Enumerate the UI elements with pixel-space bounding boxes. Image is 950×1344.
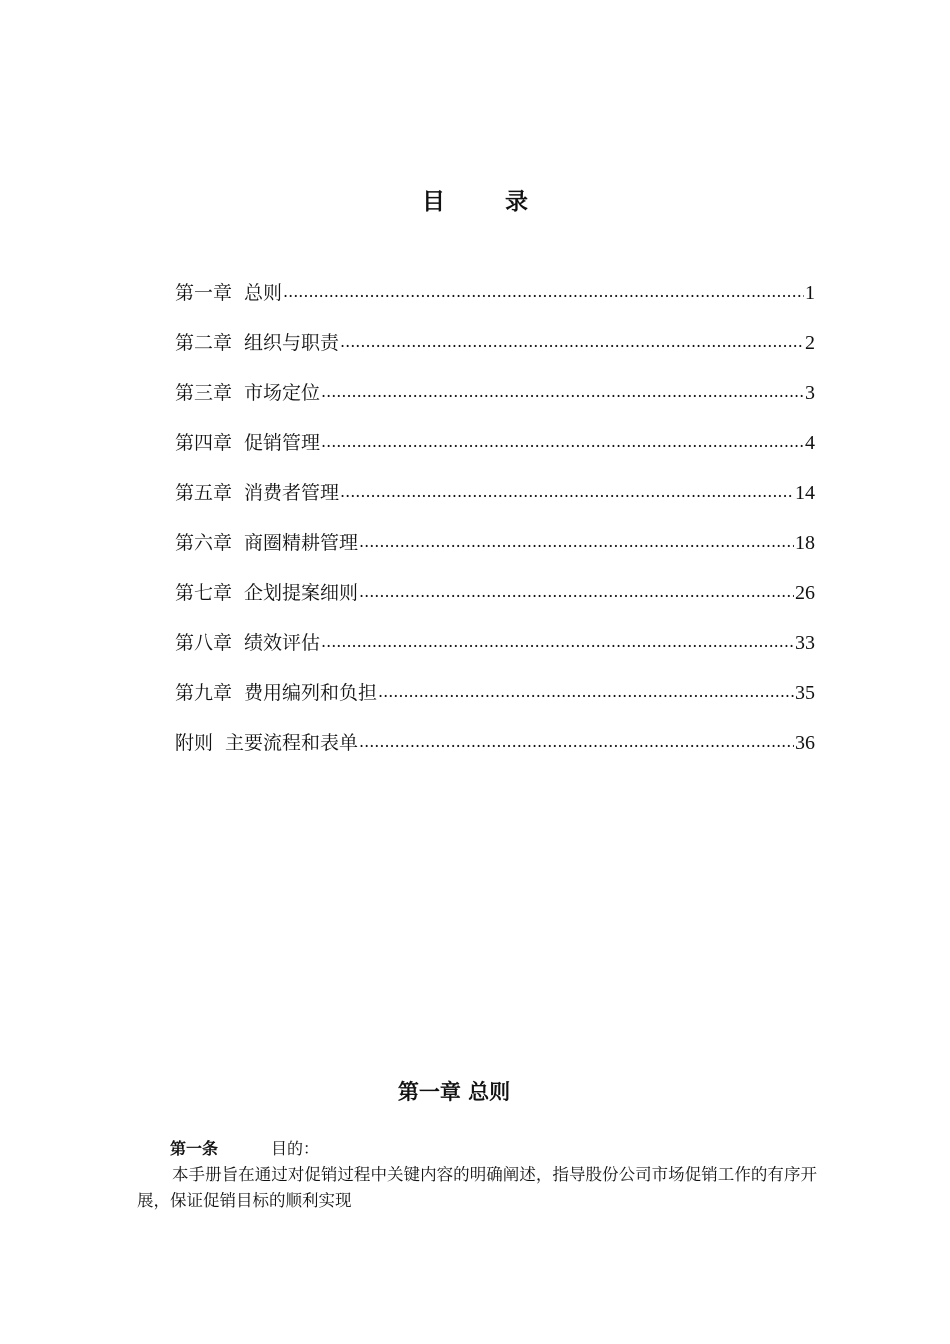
toc-list — [175, 256, 815, 756]
toc-page-number: 18 — [795, 532, 815, 554]
toc-item-7[interactable] — [175, 556, 815, 606]
toc-item-9[interactable] — [175, 656, 815, 706]
toc-leader-dots — [283, 281, 804, 303]
toc-title: 目 录 — [421, 189, 554, 215]
toc-item-5[interactable] — [175, 456, 815, 506]
toc-chapter-name: 总则 — [244, 282, 283, 304]
toc-leader-dots — [340, 481, 794, 503]
toc-leader-dots — [321, 381, 804, 403]
toc-chapter-name: 市场定位 — [244, 382, 321, 404]
toc-page-number: 33 — [795, 632, 815, 654]
chapter-title: 第一章 总则 — [397, 1080, 511, 1104]
toc-item-3[interactable] — [175, 356, 815, 406]
toc-item-8[interactable] — [175, 606, 815, 656]
toc-chapter-name: 组织与职责 — [244, 332, 340, 354]
toc-page-number: 26 — [795, 582, 815, 604]
toc-chapter-name: 促销管理 — [244, 432, 321, 454]
toc-chapter-number: 第八章 — [175, 632, 233, 654]
toc-chapter-number: 第一章 — [175, 282, 233, 304]
toc-chapter-number: 第二章 — [175, 332, 233, 354]
toc-item-10[interactable] — [175, 706, 815, 756]
toc-chapter-number: 第三章 — [175, 382, 233, 404]
toc-page-number: 36 — [795, 732, 815, 754]
toc-chapter-name: 绩效评估 — [244, 632, 321, 654]
toc-chapter-name: 费用编列和负担 — [244, 682, 378, 704]
toc-chapter-number: 第七章 — [175, 582, 233, 604]
toc-chapter-number: 第六章 — [175, 532, 233, 554]
toc-page-number: 3 — [805, 382, 815, 404]
toc-item-1[interactable] — [175, 256, 815, 306]
article-paragraph: 本手册旨在通过对促销过程中关键内容的明确阐述，指导股份公司市场促销工作的有序开展，保证促销目标的顺利实现 — [137, 1165, 817, 1210]
toc-page-number: 1 — [805, 282, 815, 304]
toc-chapter-name: 商圈精耕管理 — [244, 532, 359, 554]
toc-page-number: 35 — [795, 682, 815, 704]
toc-chapter-name: 企划提案细则 — [244, 582, 359, 604]
toc-item-6[interactable] — [175, 506, 815, 556]
toc-leader-dots — [378, 681, 794, 703]
article-heading — [170, 1137, 319, 1161]
toc-leader-dots — [340, 331, 804, 353]
toc-chapter-number: 附则 — [175, 732, 214, 754]
toc-chapter-number: 第九章 — [175, 682, 233, 704]
toc-page-number: 2 — [805, 332, 815, 354]
toc-leader-dots — [359, 731, 794, 753]
article-number: 第一条 — [170, 1139, 219, 1158]
article-heading-text: 目的： — [271, 1139, 320, 1158]
toc-item-4[interactable] — [175, 406, 815, 456]
toc-leader-dots — [321, 431, 804, 453]
toc-item-2[interactable] — [175, 306, 815, 356]
toc-chapter-name: 消费者管理 — [244, 482, 340, 504]
toc-chapter-number: 第五章 — [175, 482, 233, 504]
toc-chapter-name: 主要流程和表单 — [225, 732, 359, 754]
toc-leader-dots — [359, 531, 794, 553]
toc-leader-dots — [321, 631, 794, 653]
toc-chapter-number: 第四章 — [175, 432, 233, 454]
toc-page-number: 14 — [795, 482, 815, 504]
toc-page-number: 4 — [805, 432, 815, 454]
toc-leader-dots — [359, 581, 794, 603]
